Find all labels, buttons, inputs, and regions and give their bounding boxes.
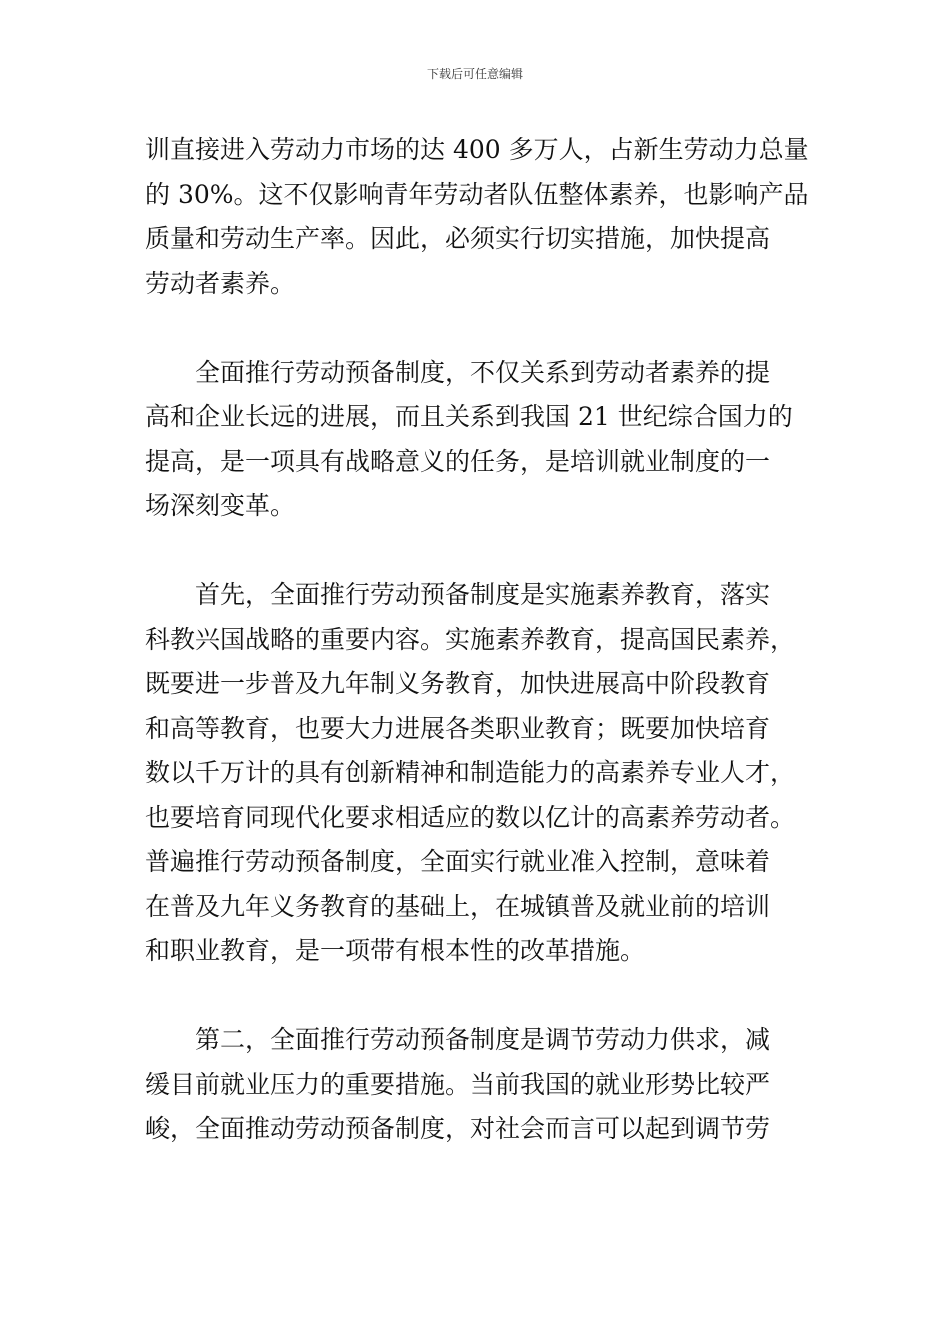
paragraph bbox=[145, 1018, 805, 1152]
text-line: 的 30%。这不仅影响青年劳动者队伍整体素养，也影响产品 bbox=[145, 179, 809, 209]
text-line: 场深刻变革。 bbox=[145, 491, 296, 520]
header-note: 下载后可任意编辑 bbox=[426, 67, 523, 81]
text-line: 普遍推行劳动预备制度，全面实行就业准入控制，意味着 bbox=[145, 847, 771, 876]
text-line: 首先，全面推行劳动预备制度是实施素养教育，落实 bbox=[195, 580, 771, 609]
text-line: 峻，全面推动劳动预备制度，对社会而言可以起到调节劳 bbox=[145, 1114, 771, 1143]
text-line: 第二，全面推行劳动预备制度是调节劳动力供求，减 bbox=[195, 1025, 771, 1054]
text-line: 数以千万计的具有创新精神和制造能力的高素养专业人才， bbox=[145, 758, 796, 787]
body-text bbox=[145, 128, 809, 1196]
text-line: 训直接进入劳动力市场的达 400 多万人，占新生劳动力总量 bbox=[145, 135, 809, 164]
paragraph bbox=[145, 351, 805, 529]
text-line: 提高，是一项具有战略意义的任务，是培训就业制度的一 bbox=[145, 446, 771, 476]
text-line: 科教兴国战略的重要内容。实施素养教育，提高国民素养， bbox=[145, 624, 796, 654]
text-line: 也要培育同现代化要求相适应的数以亿计的高素养劳动者。 bbox=[145, 802, 796, 832]
text-line: 既要进一步普及九年制义务教育，加快进展高中阶段教育 bbox=[145, 669, 771, 698]
text-line: 和高等教育，也要大力进展各类职业教育；既要加快培育 bbox=[145, 713, 771, 743]
text-line: 高和企业长远的进展，而且关系到我国 21 世纪综合国力的 bbox=[145, 402, 793, 431]
text-line: 劳动者素养。 bbox=[145, 268, 296, 298]
text-line: 在普及九年义务教育的基础上，在城镇普及就业前的培训 bbox=[145, 891, 771, 921]
paragraph bbox=[145, 128, 809, 306]
text-line: 全面推行劳动预备制度，不仅关系到劳动者素养的提 bbox=[195, 357, 771, 387]
text-line: 质量和劳动生产率。因此，必须实行切实措施，加快提高 bbox=[145, 224, 771, 253]
paragraph bbox=[145, 573, 805, 974]
text-line: 和职业教育，是一项带有根本性的改革措施。 bbox=[145, 936, 646, 965]
text-line: 缓目前就业压力的重要措施。当前我国的就业形势比较严 bbox=[145, 1069, 771, 1099]
